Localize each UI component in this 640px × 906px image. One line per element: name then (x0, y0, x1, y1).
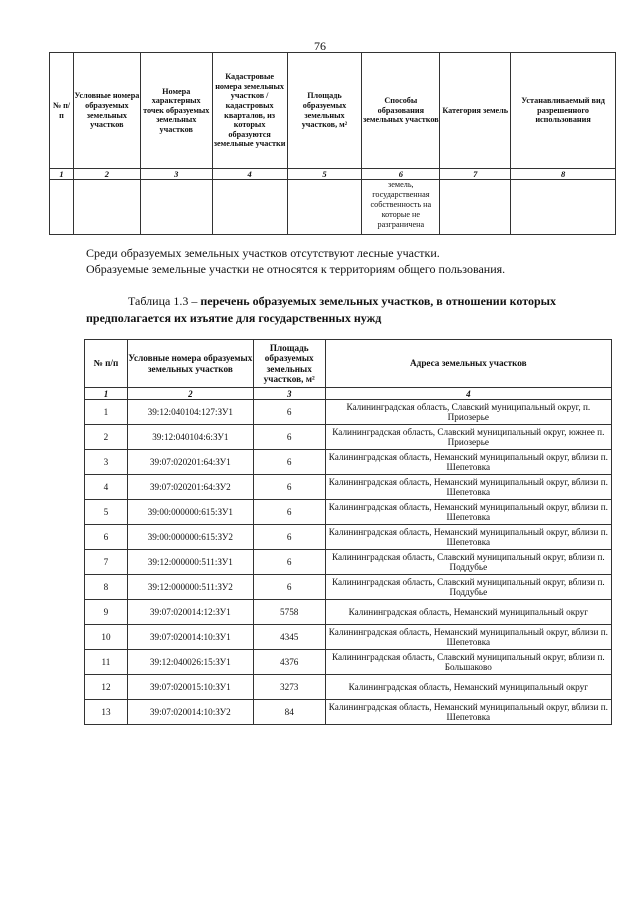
header-cell-conditional-number: Условные номера образуемых земельных участков (73, 53, 140, 169)
table-row (85, 425, 612, 450)
area-cell: 5758 (253, 600, 325, 625)
column-number: 4 (212, 169, 287, 180)
table-row (85, 525, 612, 550)
area-cell: 6 (253, 525, 325, 550)
conditional-number-cell: 39:12:040104:127:ЗУ1 (127, 400, 253, 425)
conditional-number-cell: 39:07:020014:12:ЗУ1 (127, 600, 253, 625)
conditional-number-cell: 39:12:000000:511:ЗУ2 (127, 575, 253, 600)
address-cell: Калининградская область, Неманский муниципальный округ, вблизи п. Шепетовка (325, 625, 611, 650)
column-number: 5 (287, 169, 362, 180)
address-cell: Калининградская область, Неманский муниципальный округ (325, 675, 611, 700)
paragraph-no-forest-plots: Среди образуемых земельных участков отсутствуют лесные участки. (86, 246, 440, 260)
conditional-number-cell: 39:07:020014:10:ЗУ1 (127, 625, 253, 650)
table-row (85, 675, 612, 700)
address-cell: Калининградская область, Неманский муниципальный округ, вблизи п. Шепетовка (325, 500, 611, 525)
table-cell (212, 180, 287, 235)
row-number-cell: 1 (85, 400, 128, 425)
area-cell: 4345 (253, 625, 325, 650)
table-row (85, 500, 612, 525)
header-cell-permitted-use: Устанавливаемый вид разрешенного использования (511, 53, 616, 169)
table-row (85, 475, 612, 500)
column-number: 8 (511, 169, 616, 180)
row-number-cell: 8 (85, 575, 128, 600)
table-row (85, 625, 612, 650)
row-number-cell: 10 (85, 625, 128, 650)
row-number-cell: 4 (85, 475, 128, 500)
address-cell: Калининградская область, Славский муниципальный округ, вблизи п. Поддубье (325, 550, 611, 575)
conditional-number-cell: 39:12:000000:511:ЗУ1 (127, 550, 253, 575)
column-number: 2 (73, 169, 140, 180)
table-row (50, 180, 616, 235)
table-row (85, 400, 612, 425)
conditional-number-cell: 39:07:020201:64:ЗУ1 (127, 450, 253, 475)
conditional-number-cell: 39:12:040026:15:ЗУ1 (127, 650, 253, 675)
column-number: 3 (140, 169, 212, 180)
area-cell: 6 (253, 450, 325, 475)
table-row (85, 700, 612, 725)
conditional-number-cell: 39:00:000000:615:ЗУ1 (127, 500, 253, 525)
table-cell (511, 180, 616, 235)
header-cell-area: Площадь образуемых земельных участков, м² (253, 340, 325, 388)
area-cell: 6 (253, 425, 325, 450)
area-cell: 6 (253, 500, 325, 525)
header-cell-number: № п/ п (50, 53, 74, 169)
column-number: 4 (325, 388, 611, 400)
column-number: 2 (127, 388, 253, 400)
conditional-number-cell: 39:12:040104:6:ЗУ1 (127, 425, 253, 450)
area-cell: 6 (253, 575, 325, 600)
table-row (85, 450, 612, 475)
column-number: 1 (50, 169, 74, 180)
column-number-row (85, 388, 612, 400)
conditional-number-cell: 39:07:020201:64:ЗУ2 (127, 475, 253, 500)
row-number-cell: 12 (85, 675, 128, 700)
row-number-cell: 9 (85, 600, 128, 625)
conditional-number-cell: 39:07:020014:10:ЗУ2 (127, 700, 253, 725)
column-number: 1 (85, 388, 128, 400)
row-number-cell: 13 (85, 700, 128, 725)
table-row (85, 550, 612, 575)
table-cell (50, 180, 74, 235)
header-cell-cadastral-numbers: Кадастровые номера земельных участков / кадастровых кварталов, из которых образуются земельные участки (212, 53, 287, 169)
table-cell (73, 180, 140, 235)
row-number-cell: 2 (85, 425, 128, 450)
seized-land-plots-table (84, 339, 612, 725)
row-number-cell: 5 (85, 500, 128, 525)
table-row (85, 650, 612, 675)
row-number-cell: 11 (85, 650, 128, 675)
header-cell-address: Адреса земельных участков (325, 340, 611, 388)
table-caption-title: перечень образуемых земельных участков, в отношении которых предполагается их изъятие для государственных нужд (86, 294, 557, 325)
column-number: 7 (440, 169, 511, 180)
table-header-row (50, 53, 616, 169)
row-number-cell: 3 (85, 450, 128, 475)
table-caption-prefix: Таблица 1.3 – (128, 294, 201, 308)
header-cell-formation-method: Способы образования земельных участков (362, 53, 440, 169)
header-cell-characteristic-points: Номера характерных точек образуемых земельных участков (140, 53, 212, 169)
table-cell-formation-method: земель, государственная собственность на которые не разграничена (362, 180, 440, 235)
conditional-number-cell: 39:07:020015:10:ЗУ1 (127, 675, 253, 700)
table-cell (140, 180, 212, 235)
column-number: 6 (362, 169, 440, 180)
row-number-cell: 6 (85, 525, 128, 550)
area-cell: 6 (253, 550, 325, 575)
area-cell: 4376 (253, 650, 325, 675)
conditional-number-cell: 39:00:000000:615:ЗУ2 (127, 525, 253, 550)
page-number: 76 (314, 39, 326, 53)
address-cell: Калининградская область, Славский муниципальный округ, вблизи п. Поддубье (325, 575, 611, 600)
address-cell: Калининградская область, Славский муниципальный округ, вблизи п. Большаково (325, 650, 611, 675)
address-cell: Калининградская область, Неманский муниципальный округ, вблизи п. Шепетовка (325, 525, 611, 550)
table-row (85, 575, 612, 600)
column-number: 3 (253, 388, 325, 400)
area-cell: 84 (253, 700, 325, 725)
row-number-cell: 7 (85, 550, 128, 575)
paragraph-not-public-territory: Образуемые земельные участки не относятся к территориям общего пользования. (86, 262, 506, 276)
table-caption (86, 293, 612, 327)
land-plots-table-continued (49, 52, 616, 235)
area-cell: 6 (253, 475, 325, 500)
address-cell: Калининградская область, Неманский муниципальный округ, вблизи п. Шепетовка (325, 700, 611, 725)
header-cell-number: № п/п (85, 340, 128, 388)
address-cell: Калининградская область, Неманский муниципальный округ (325, 600, 611, 625)
area-cell: 6 (253, 400, 325, 425)
address-cell: Калининградская область, Славский муниципальный округ, п. Приозерье (325, 400, 611, 425)
table-cell (287, 180, 362, 235)
table-header-row (85, 340, 612, 388)
header-cell-conditional-number: Условные номера образуемых земельных участков (127, 340, 253, 388)
area-cell: 3273 (253, 675, 325, 700)
address-cell: Калининградская область, Неманский муниципальный округ, вблизи п. Шепетовка (325, 475, 611, 500)
column-number-row (50, 169, 616, 180)
header-cell-land-category: Категория земель (440, 53, 511, 169)
header-cell-area: Площадь образуемых земельных участков, м² (287, 53, 362, 169)
address-cell: Калининградская область, Славский муниципальный округ, южнее п. Приозерье (325, 425, 611, 450)
address-cell: Калининградская область, Неманский муниципальный округ, вблизи п. Шепетовка (325, 450, 611, 475)
table-cell (440, 180, 511, 235)
table-row (85, 600, 612, 625)
